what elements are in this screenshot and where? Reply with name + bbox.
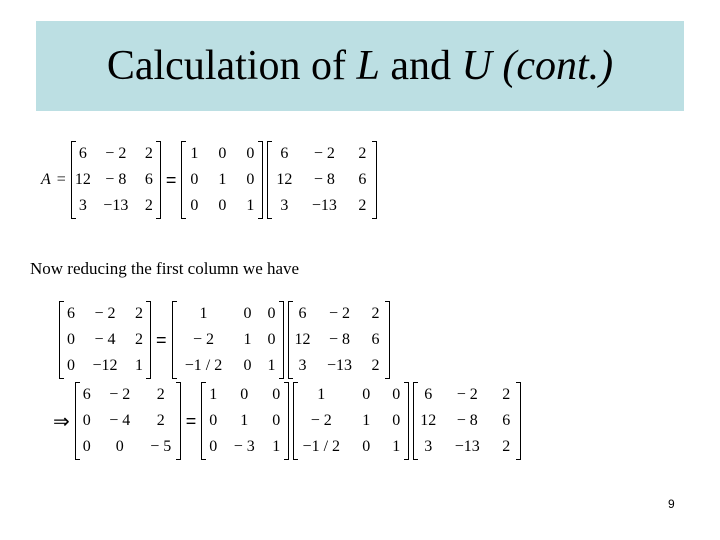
matrix-cell: 6 bbox=[298, 305, 307, 322]
matrix-cell: 2 bbox=[371, 357, 380, 374]
matrix-cell: 0 bbox=[392, 386, 401, 403]
equals-sign: = bbox=[156, 329, 167, 350]
equation-1 bbox=[38, 141, 379, 219]
matrix-cell: 0 bbox=[190, 171, 199, 188]
matrix-cell: − 2 bbox=[329, 305, 351, 322]
matrix-cell: −1 / 2 bbox=[302, 438, 341, 455]
matrix-cell: 0 bbox=[243, 357, 252, 374]
matrix-cell: 0 bbox=[246, 145, 255, 162]
matrix-cell: 3 bbox=[280, 197, 289, 214]
matrix-cell: 1 bbox=[362, 412, 371, 429]
matrix-cell: − 2 bbox=[313, 145, 335, 162]
matrix-cell: − 2 bbox=[310, 412, 332, 429]
matrix-cell: 1 bbox=[240, 412, 249, 429]
matrix-cell: 0 bbox=[362, 386, 371, 403]
matrix bbox=[59, 301, 151, 379]
matrix-cell: 2 bbox=[156, 386, 165, 403]
matrix-cell: 0 bbox=[267, 331, 276, 348]
matrix-cell: 2 bbox=[135, 305, 143, 322]
matrix-cell: 1 bbox=[246, 197, 255, 214]
matrix bbox=[71, 141, 161, 219]
matrix-cell: 0 bbox=[362, 438, 371, 455]
matrix-cell: 6 bbox=[358, 171, 367, 188]
matrix-cell: 12 bbox=[276, 171, 293, 188]
matrix-cell: − 3 bbox=[233, 438, 255, 455]
matrix-cell: −1 / 2 bbox=[184, 357, 223, 374]
matrix-cell: 0 bbox=[240, 386, 249, 403]
matrix-cell: 0 bbox=[272, 386, 281, 403]
matrix-cell: 1 bbox=[272, 438, 281, 455]
matrix-cell: 1 bbox=[190, 145, 199, 162]
matrix-cell: − 2 bbox=[456, 386, 478, 403]
matrix-cell: 0 bbox=[67, 331, 75, 348]
matrix-cell: −13 bbox=[103, 197, 129, 214]
matrix-cell: 6 bbox=[424, 386, 433, 403]
matrix-cell: 0 bbox=[246, 171, 255, 188]
matrix-cell: − 8 bbox=[313, 171, 335, 188]
body-text: Now reducing the first column we have bbox=[30, 259, 300, 278]
matrix-cell: 1 bbox=[135, 357, 143, 374]
matrix-cell: − 8 bbox=[329, 331, 351, 348]
title-banner bbox=[36, 21, 684, 111]
matrix-cell: 6 bbox=[78, 145, 87, 162]
matrix-cell: −13 bbox=[327, 357, 353, 374]
implies-arrow: ⇒ bbox=[53, 410, 70, 433]
matrix-cell: 6 bbox=[82, 386, 91, 403]
matrix bbox=[413, 382, 521, 460]
matrix-cell: 0 bbox=[115, 438, 124, 455]
matrix-cell: 3 bbox=[424, 438, 433, 455]
matrix-cell: 0 bbox=[82, 412, 91, 429]
lhs-symbol-A: A bbox=[41, 171, 51, 188]
matrix-cell: 2 bbox=[156, 412, 165, 429]
matrix bbox=[172, 301, 284, 379]
matrix-cell: − 2 bbox=[193, 331, 215, 348]
matrix-cell: 1 bbox=[392, 438, 401, 455]
matrix-cell: 0 bbox=[392, 412, 401, 429]
matrix-cell: 0 bbox=[243, 305, 252, 322]
equals-sign: = bbox=[56, 171, 66, 188]
matrix-cell: − 2 bbox=[94, 305, 116, 322]
matrix bbox=[267, 141, 377, 219]
matrix-cell: −13 bbox=[454, 438, 480, 455]
matrix-cell: 0 bbox=[272, 412, 281, 429]
matrix bbox=[75, 382, 181, 460]
matrix-cell: − 8 bbox=[456, 412, 478, 429]
matrix-cell: 2 bbox=[502, 386, 511, 403]
matrix-cell: 1 bbox=[218, 171, 227, 188]
title-text: Calculation of bbox=[106, 43, 357, 89]
slide-title bbox=[107, 45, 613, 87]
equals-sign: = bbox=[165, 169, 177, 190]
matrix-cell: 0 bbox=[267, 305, 276, 322]
matrix-cell: 0 bbox=[190, 197, 199, 214]
matrix-cell: 2 bbox=[144, 197, 153, 214]
matrix-cell: 12 bbox=[294, 331, 311, 348]
matrix-cell: 3 bbox=[78, 197, 87, 214]
equation-3 bbox=[50, 382, 523, 460]
title-U: U bbox=[461, 43, 492, 89]
matrix-cell: 3 bbox=[298, 357, 307, 374]
matrix-cell: − 5 bbox=[150, 438, 172, 455]
matrix-cell: 0 bbox=[67, 357, 75, 374]
matrix-cell: 1 bbox=[267, 357, 276, 374]
matrix-cell: − 2 bbox=[109, 386, 131, 403]
matrix-cell: 2 bbox=[371, 305, 380, 322]
matrix-cell: 1 bbox=[209, 386, 218, 403]
matrix-cell: 6 bbox=[144, 171, 153, 188]
matrix-cell: 1 bbox=[317, 386, 326, 403]
matrix-cell: 2 bbox=[144, 145, 153, 162]
matrix-cell: − 2 bbox=[105, 145, 127, 162]
matrix-cell: 6 bbox=[280, 145, 289, 162]
matrix-cell: 2 bbox=[502, 438, 511, 455]
matrix-cell: 0 bbox=[209, 412, 218, 429]
matrix-cell: 6 bbox=[67, 305, 75, 322]
matrix-cell: 12 bbox=[74, 171, 91, 188]
matrix-cell: 0 bbox=[82, 438, 91, 455]
page-number: 9 bbox=[668, 497, 675, 511]
matrix bbox=[201, 382, 289, 460]
matrix-cell: 12 bbox=[420, 412, 437, 429]
equals-sign: = bbox=[185, 410, 197, 431]
matrix bbox=[288, 301, 390, 379]
matrix-cell: 0 bbox=[218, 197, 227, 214]
matrix-cell: 2 bbox=[358, 197, 367, 214]
matrix-cell: 0 bbox=[218, 145, 227, 162]
matrix-cell: 6 bbox=[371, 331, 380, 348]
matrix-cell: 1 bbox=[243, 331, 252, 348]
matrix-cell: − 4 bbox=[94, 331, 116, 348]
matrix-cell: 2 bbox=[135, 331, 143, 348]
title-and: and bbox=[379, 43, 462, 89]
matrix-cell: − 8 bbox=[105, 171, 127, 188]
matrix-cell: −12 bbox=[92, 357, 118, 374]
equation-2 bbox=[57, 301, 392, 379]
title-cont: (cont.) bbox=[491, 43, 614, 89]
matrix-cell: 6 bbox=[502, 412, 511, 429]
title-L: L bbox=[356, 43, 380, 89]
matrix-cell: 0 bbox=[209, 438, 218, 455]
matrix-cell: 2 bbox=[358, 145, 367, 162]
matrix bbox=[293, 382, 409, 460]
matrix-cell: 1 bbox=[199, 305, 208, 322]
matrix bbox=[181, 141, 263, 219]
matrix-cell: − 4 bbox=[109, 412, 131, 429]
matrix-cell: −13 bbox=[311, 197, 337, 214]
